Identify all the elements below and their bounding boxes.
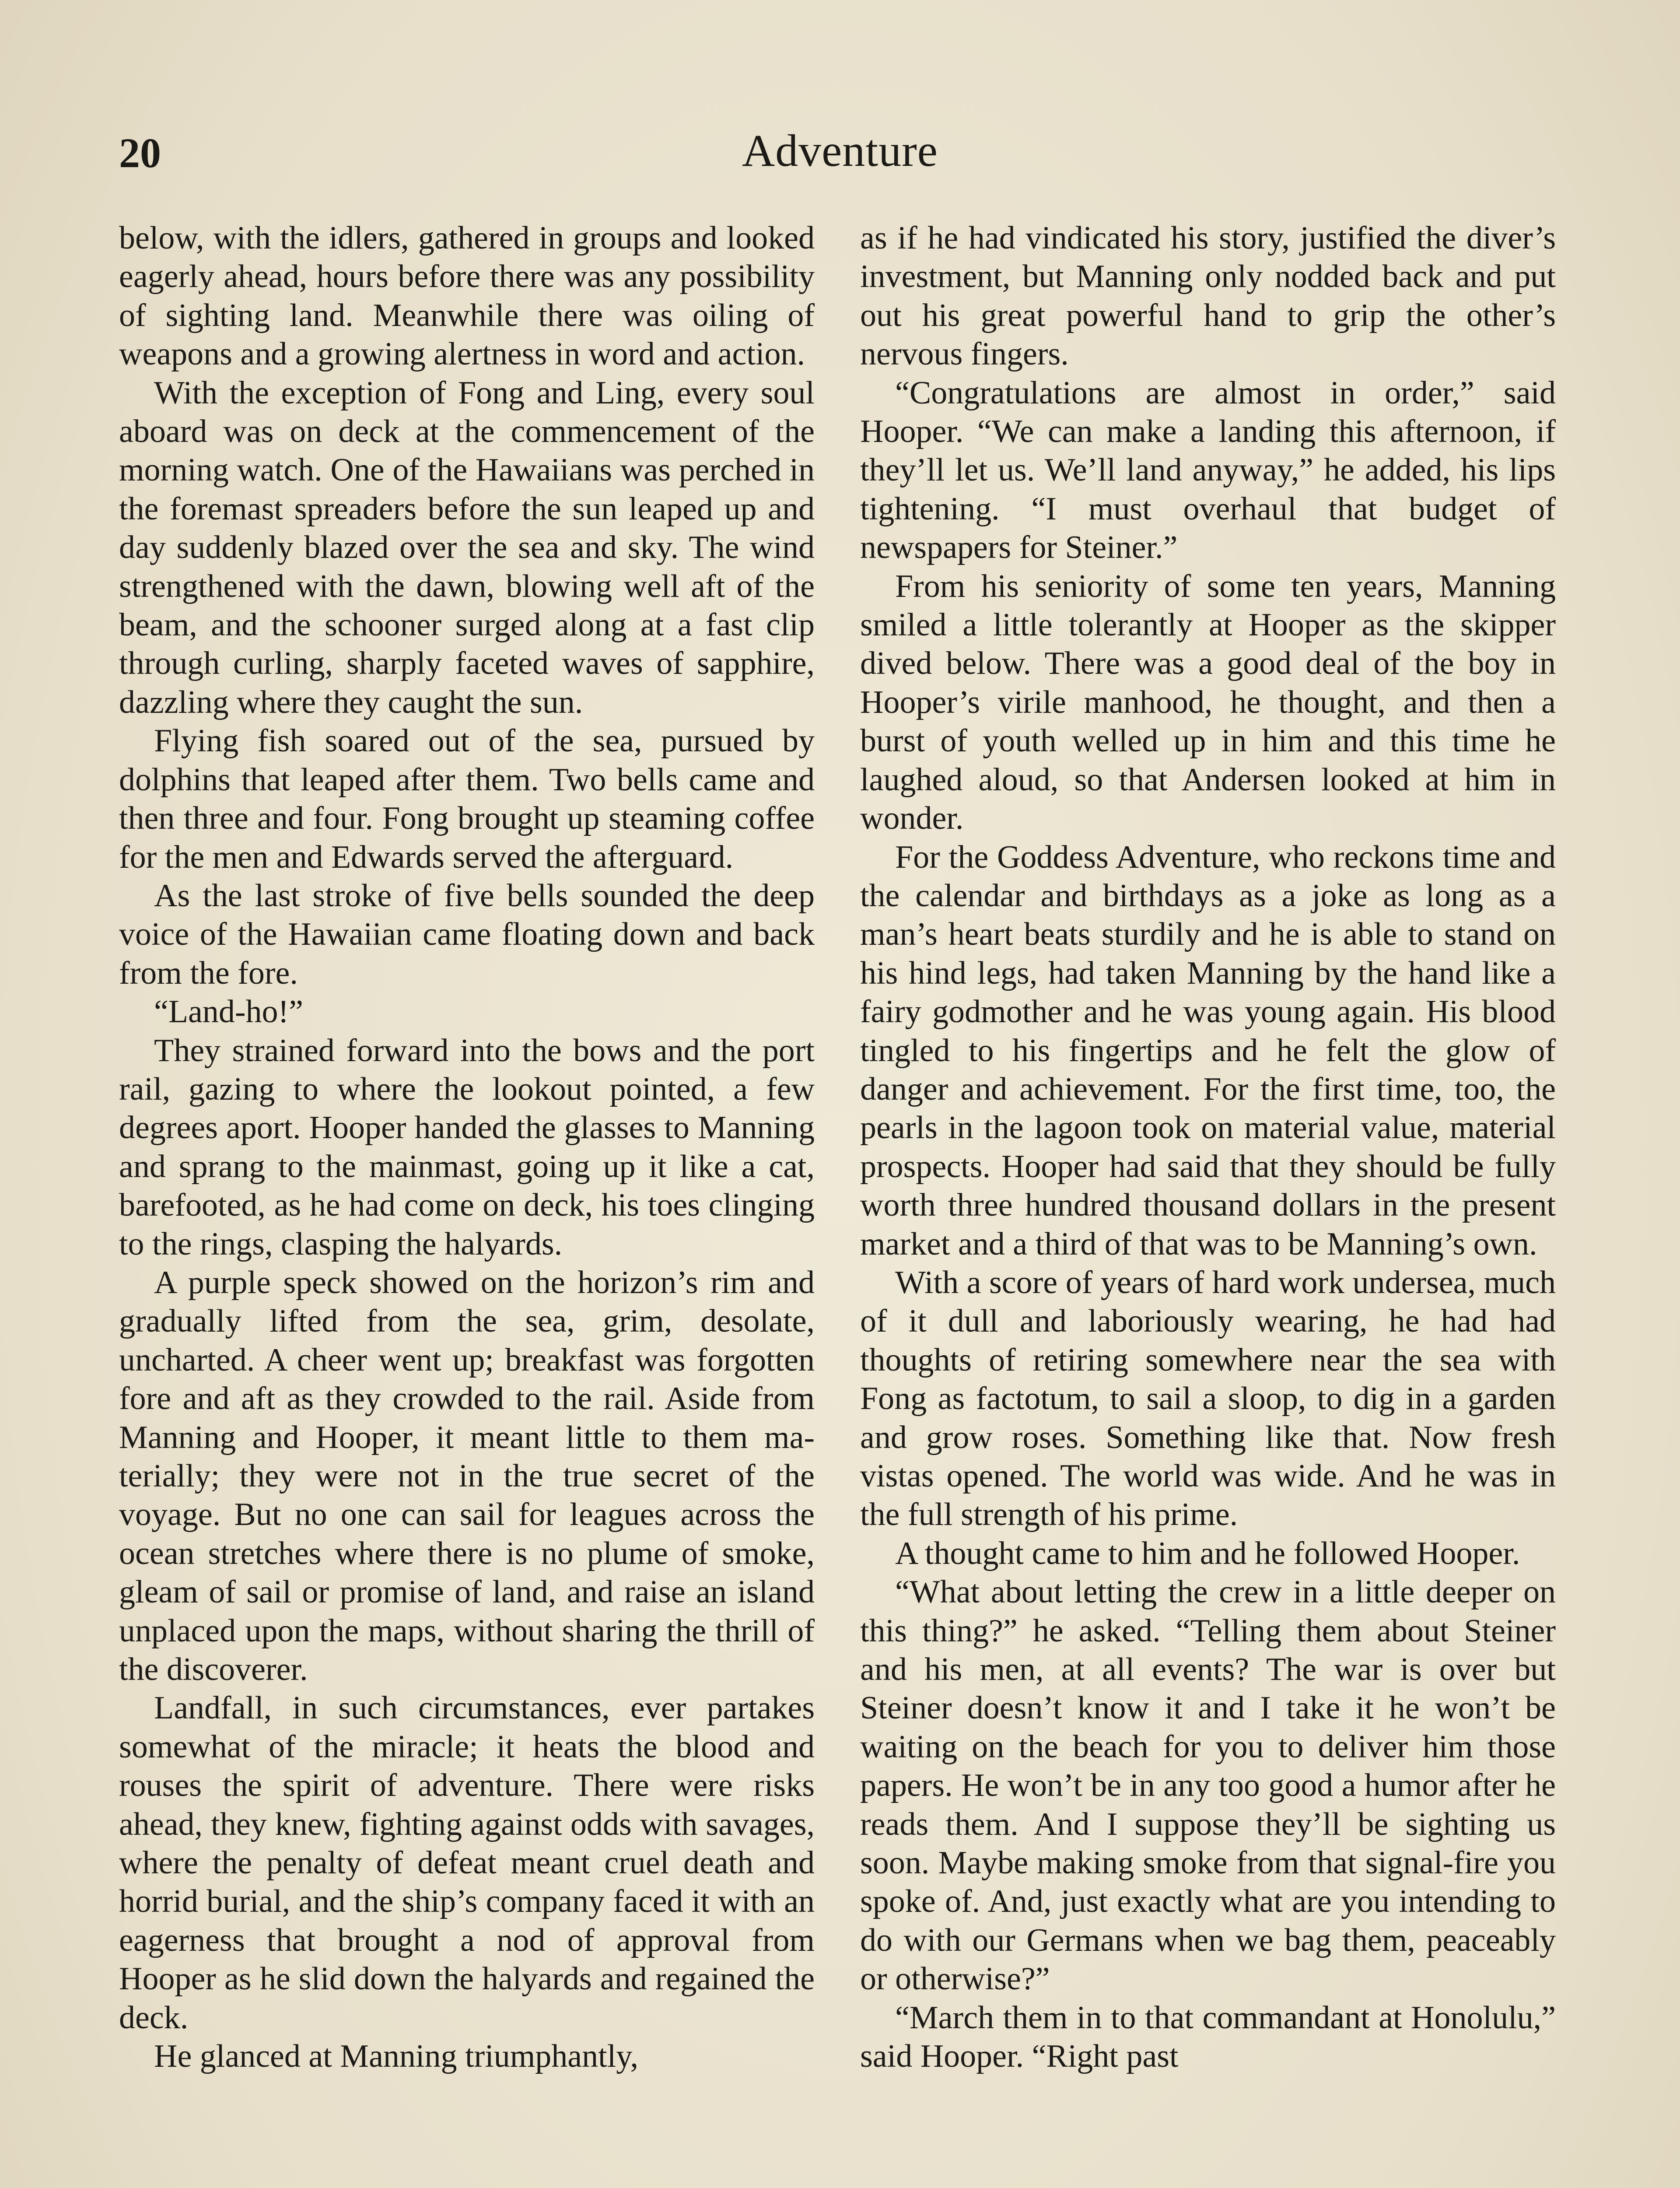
paragraph: Flying fish soared out of the sea, pursued by dolphins that leaped after them. Two bells came and then three and four. Fong brought up steaming coffee for the men and Edwards served the afterguard. bbox=[119, 723, 815, 875]
paragraph: With a score of years of hard work undersea, much of it dull and laboriously wearing, he had had thoughts of retiring somewhere near the sea with Fong as factotum, to sail a sloop, to dig in a garden and grow roses. Something like that. Now fresh vistas opened. The world was wide. And he was in the full strength of his prime. bbox=[860, 1264, 1556, 1533]
running-title: Adventure bbox=[742, 126, 938, 176]
paragraph: From his seniority of some ten years, Manning smiled a little tolerantly at Hooper as the skipper dived below. There was a good deal of the boy in Hooper’s virile manhood, he thought, and then a burst of youth welled up in him and this time he laughed aloud, so that Andersen looked at him in wonder. bbox=[860, 568, 1556, 837]
right-column bbox=[860, 219, 1556, 2188]
paragraph: “Congratulations are almost in order,” said Hooper. “We can make a landing this afternoon, if they’ll let us. We’ll land anyway,” he added, his lips tightening. “I must overhaul that budget of newspapers for Steiner.” bbox=[860, 375, 1556, 566]
paragraph: below, with the idlers, gathered in groups and looked eagerly ahead, hours before there was any possibility of sighting land. Meanwhile there was oiling of weapons and a growing alertness in word and action. bbox=[119, 220, 815, 372]
paragraph: A thought came to him and he followed Hooper. bbox=[895, 1535, 1520, 1571]
paragraph: For the Goddess Adventure, who reckons time and the calendar and birthdays as a joke as long as a man’s heart beats sturdily and he is able to stand on his hind legs, had taken Manning by the hand like a fairy godmother and he was young again. His blood tingled to his fingertips and he felt the glow of danger and achievement. For the first time, too, the pearls in the lagoon took on material value, material prospects. Hooper had said that they should be fully worth three hundred thousand dollars in the present market and a third of that was to be Manning’s own. bbox=[860, 839, 1556, 1262]
paragraph: “Land-ho!” bbox=[154, 994, 304, 1030]
paragraph: A purple speck showed on the horizon’s rim and gradually lifted from the sea, grim, desolate, uncharted. A cheer went up; breakfast was forgotten fore and aft as they crowded to the rail. Aside from Manning and Hooper, it meant little to them materially; they were not in the true secret of the voyage. But no one can sail for leagues across the ocean stretches where there is no plume of smoke, gleam of sail or promise of land, and raise an island unplaced upon the maps, without sharing the thrill of the discoverer. bbox=[119, 1264, 815, 1688]
paragraph: As the last stroke of five bells sounded the deep voice of the Hawaiian came floating down and back from the fore. bbox=[119, 877, 815, 991]
page-number: 20 bbox=[119, 130, 161, 176]
paragraph: Landfall, in such circumstances, ever partakes somewhat of the miracle; it heats the blood and rouses the spirit of adventure. There were risks ahead, they knew, fighting against odds with savages, where the penalty of defeat meant cruel death and horrid burial, and the ship’s company faced it with an eagerness that brought a nod of approval from Hooper as he slid down the halyards and regained the deck. bbox=[119, 1690, 815, 2036]
paragraph: as if he had vindicated his story, justified the diver’s investment, but Manning only nodded back and put out his great powerful hand to grip the other’s nervous fingers. bbox=[860, 220, 1556, 372]
left-column bbox=[119, 219, 815, 2188]
page-header bbox=[119, 123, 1561, 188]
paragraph: “March them in to that commandant at Honolulu,” said Hooper. “Right past bbox=[860, 1999, 1556, 2075]
paragraph: He glanced at Manning triumphantly, bbox=[154, 2038, 638, 2075]
paragraph: “What about letting the crew in a little deeper on this thing?” he asked. “Telling them about Steiner and his men, at all events? The war is over but Steiner doesn’t know it and I take it he won’t be waiting on the beach for you to deliver him those papers. He won’t be in any too good a humor after he reads them. And I suppose they’ll be sighting us soon. Maybe making smoke from that signal-fire you spoke of. And, just exactly what are you intending to do with our Germans when we bag them, peaceably or otherwise?” bbox=[860, 1574, 1556, 1997]
paragraph: With the exception of Fong and Ling, every soul aboard was on deck at the commencement of the morning watch. One of the Hawaiians was perched in the foremast spreaders before the sun leaped up and day suddenly blazed over the sea and sky. The wind strengthened with the dawn, blowing well aft of the beam, and the schooner surged along at a fast clip through curling, sharply faceted waves of sapphire, dazzling where they caught the sun. bbox=[119, 375, 815, 720]
paragraph: They strained forward into the bows and the port rail, gazing to where the lookout pointed, a few degrees aport. Hooper handed the glasses to Manning and sprang to the mainmast, going up it like a cat, barefooted, as he had come on deck, his toes clinging to the rings, clasping the halyards. bbox=[119, 1032, 815, 1262]
